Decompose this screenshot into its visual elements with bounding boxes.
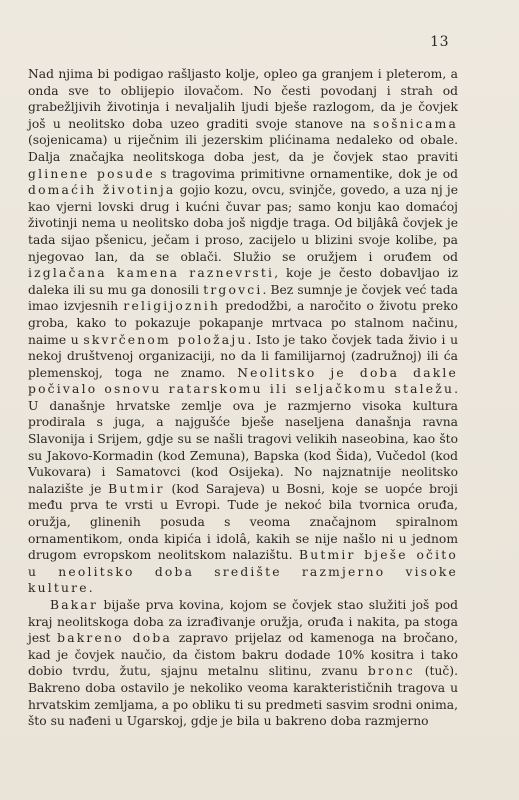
text-run: Nad njima bi podigao rašljasto kolje, opleo ga granjem i pleterom, a onda sve to oblijepio ilovačom. No česti povodanj i strah od grabežljivih životinja i nevaljalih ljudi bješe razlogom, da je čovjek još u neolitsko doba uzeo graditi svoje stanove na — [28, 67, 458, 131]
text-run: s tragovima primitivne ornamentike, dok je od — [154, 166, 458, 181]
spaced-emphasis-run: domaćih životinja — [28, 183, 176, 198]
spaced-emphasis-run: glinene posude — [28, 166, 155, 181]
body-text — [28, 66, 458, 730]
text-run: . U današnje hrvatske zemlje ova je razmjerno visoka kultura prodirala s juga, a najgušće bješe naseljena današnja ravna Slavonija i Srijem, gdje su se našli tragovi velikih naseobina, kao što su Jakovo-Kormadin (kod Zemuna), Bapska (kod Šida), Vučedol (kod Vukovara) i Samatovci (kod Osijeka). No najznatnije neolitsko nalazište je — [28, 382, 458, 496]
paragraph-1 — [28, 66, 458, 597]
text-run: . — [88, 581, 93, 596]
spaced-emphasis-run: Butmir — [108, 481, 165, 496]
text-run: (kod Sarajeva) u Bosni, koje se uopće broji među prva te vrsti u Evropi. Tude je nekoć bila tvornica oruđa, oružja, glinenih posuda s veoma značajnom spiralnom ornamentikom, onda kipića i idolâ, kakih se nije našlo ni u jednom drugom evropskom neolitskom nalazištu. — [28, 481, 458, 563]
text-run: . Bez sumnje je čovjek već tada imao izvjesnih — [28, 282, 459, 314]
spaced-emphasis-run: skvrčenom položaju — [83, 332, 248, 347]
spaced-emphasis-run: Butmir bješe očito u neolitsko doba središte razmjerno visoke kulture — [28, 548, 459, 596]
text-run: predodžbi, a naročito o životu preko groba, kako to pokazuje pokapanje mrtvaca po stalnom načinu, naime u — [28, 299, 458, 347]
text-run: , koje je često dobavljao iz daleka ili su mu ga donosili — [28, 266, 459, 297]
page-number: 13 — [430, 34, 449, 50]
spaced-emphasis-run: bakreno doba — [57, 631, 172, 646]
spaced-emphasis-run: Neolitsko je doba dakle počivalo osnovu ratarskomu ili seljačkomu staležu — [28, 365, 458, 397]
text-run: gojio kozu, ovcu, svinjče, govedo, a uza nj je kao vjerni lovski drug i kućni čuvar pas; samo konju kao domaćoj životinji nema u neolitsko doba još nigdje traga. Od biljâkâ čovjek je tada sijao pšenicu, ječam i proso, zacijelo u blizini svoje kolibe, pa njegovao lan, da se oblači. Služio se oružjem i oruđem od — [28, 183, 458, 264]
text-run: bijaše prva kovina, kojom se čovjek stao služiti još pod kraj neolitskoga doba za izrađivanje oružja, oruđa i nakita, pa stoga jest — [28, 598, 458, 646]
text-run: zapravo prijelaz od kamenoga na bročano, kad je čovjek naučio, da čistom bakru dodade 10% kositra i tako dobio tvrdu, žutu, sjajnu metalnu slitinu, zvanu — [28, 631, 458, 679]
text-run: (tuč). Bakreno doba ostavilo je nekoliko veoma karakterističnih tragova u hrvatskim zemljama, a po obliku ti su predmeti sasvim srodni onima, što su nađeni u Ugarskoj, gdje je bila u bakreno doba razmjerno — [28, 664, 458, 729]
text-run: . Isto je tako čovjek tada živio i u nekoj društvenoj organizaciji, no da li familijarnoj (zadružnoj) ili ća plemenskoj, toga ne znamo. — [28, 332, 459, 380]
spaced-emphasis-run: sošnicama — [373, 116, 458, 131]
spaced-emphasis-run: izglačana kamena raznevrsti — [28, 266, 275, 281]
spaced-emphasis-run: trgovci — [203, 282, 263, 297]
spaced-emphasis-run: Bakar — [50, 598, 99, 612]
spaced-emphasis-run: bronc — [367, 664, 415, 679]
spaced-emphasis-run: religijoznih — [123, 299, 221, 314]
paragraph-2 — [28, 597, 458, 730]
text-run: (sojenicama) u riječnim ili jezerskim plićinama nedaleko od obale. Dalja značajka neolitskoga doba jest, da je čovjek stao praviti — [28, 133, 458, 164]
